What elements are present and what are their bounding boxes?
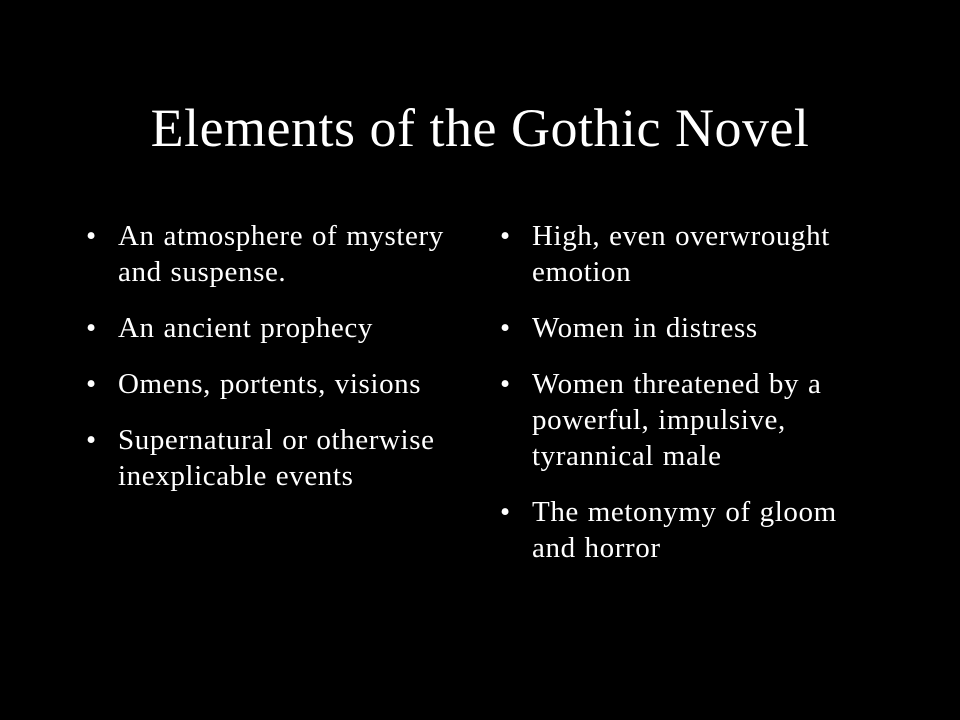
bullet-text: An atmosphere of mystery and suspense. bbox=[118, 220, 444, 288]
bullet-item-threatened bbox=[500, 366, 880, 474]
bullet-icon: • bbox=[500, 220, 511, 252]
bullet-icon: • bbox=[86, 220, 97, 252]
bullet-item-distress bbox=[500, 310, 880, 346]
bullet-text: Supernatural or otherwise inexplicable events bbox=[118, 424, 435, 492]
bullet-text: Women in distress bbox=[532, 312, 758, 344]
bullet-text: High, even overwrought emotion bbox=[532, 220, 830, 288]
bullet-icon: • bbox=[86, 424, 97, 456]
bullet-item-metonymy bbox=[500, 494, 880, 566]
slide-title: Elements of the Gothic Novel bbox=[150, 98, 810, 158]
bullet-item-supernatural bbox=[86, 422, 466, 494]
bullet-item-emotion bbox=[500, 218, 880, 290]
bullet-text: Women threatened by a powerful, impulsive, tyrannical male bbox=[532, 368, 822, 472]
bullet-text: Omens, portents, visions bbox=[118, 368, 422, 400]
bullet-text: An ancient prophecy bbox=[118, 312, 373, 344]
bullet-item-prophecy bbox=[86, 310, 466, 346]
bullet-icon: • bbox=[86, 312, 97, 344]
bullet-icon: • bbox=[500, 312, 511, 344]
right-bullet-list bbox=[500, 218, 880, 586]
bullet-item-omens bbox=[86, 366, 466, 402]
bullet-icon: • bbox=[500, 368, 511, 400]
left-bullet-list bbox=[86, 218, 466, 514]
bullet-text: The metonymy of gloom and horror bbox=[532, 496, 837, 564]
bullet-icon: • bbox=[86, 368, 97, 400]
bullet-icon: • bbox=[500, 496, 511, 528]
bullet-item-atmosphere bbox=[86, 218, 466, 290]
